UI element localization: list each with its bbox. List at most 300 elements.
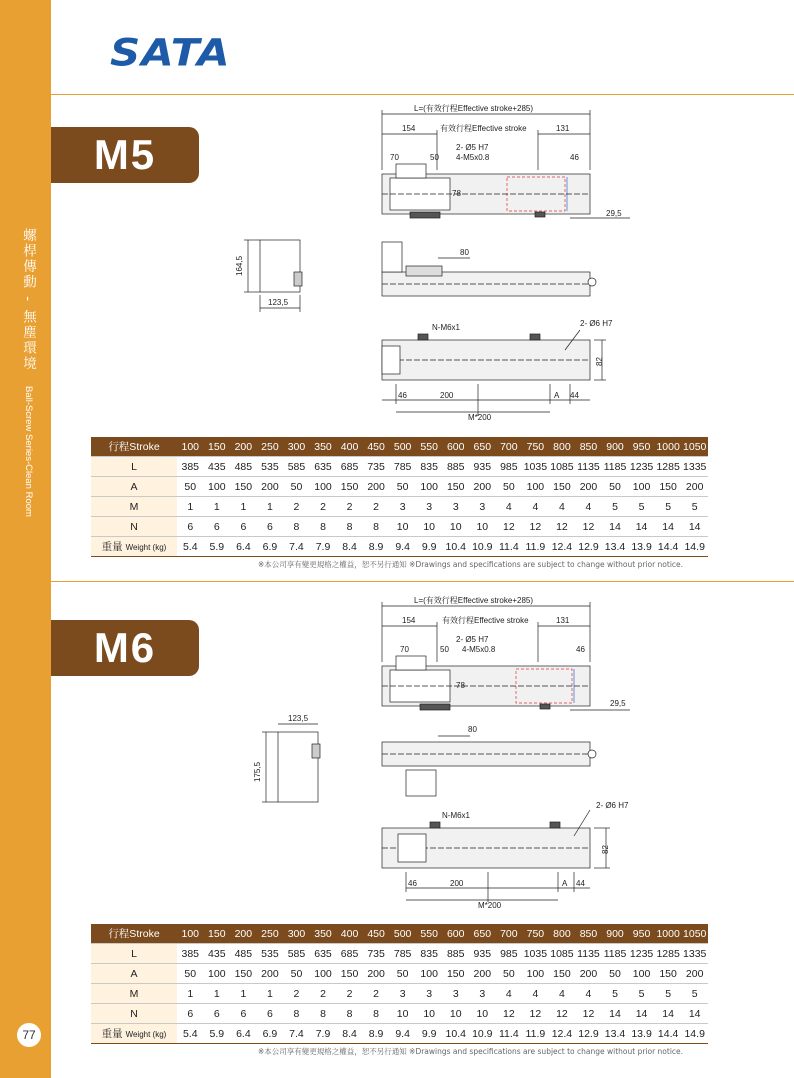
column-header: 400 xyxy=(336,437,363,457)
table-cell: 8 xyxy=(283,1004,310,1024)
m6-dim-50: 50 xyxy=(440,645,449,654)
column-header: 100 xyxy=(177,924,204,944)
m5-bottom-200: 200 xyxy=(440,391,454,400)
column-header: 800 xyxy=(549,924,576,944)
table-cell: 4 xyxy=(575,497,602,517)
column-header: 350 xyxy=(310,924,337,944)
m5-row-m xyxy=(91,497,708,517)
table-cell: 100 xyxy=(416,477,443,497)
table-cell: 14.4 xyxy=(655,1024,682,1044)
row-label: M xyxy=(91,984,177,1004)
column-header: 900 xyxy=(602,437,629,457)
column-header: 300 xyxy=(283,924,310,944)
column-header: 550 xyxy=(416,437,443,457)
table-cell: 5 xyxy=(655,984,682,1004)
table-cell: 13.4 xyxy=(602,537,629,557)
weight-label-en: Weight (kg) xyxy=(125,543,167,552)
table-cell: 8 xyxy=(363,517,390,537)
table-cell: 9.4 xyxy=(389,1024,416,1044)
table-cell: 3 xyxy=(389,497,416,517)
table-cell: 10.9 xyxy=(469,537,496,557)
table-cell: 12.9 xyxy=(575,1024,602,1044)
table-cell: 12.9 xyxy=(575,537,602,557)
table-cell: 50 xyxy=(283,477,310,497)
m5-dim-154: 154 xyxy=(402,124,416,133)
table-cell: 6 xyxy=(257,517,284,537)
m5-bottom-46: 46 xyxy=(398,391,407,400)
table-cell: 2 xyxy=(336,984,363,1004)
table-cell: 435 xyxy=(204,457,231,477)
table-cell: 10.4 xyxy=(442,1024,469,1044)
table-cell: 150 xyxy=(655,477,682,497)
m5-dim-78: 78 xyxy=(452,189,461,198)
table-cell: 11.9 xyxy=(522,537,549,557)
table-cell: 8 xyxy=(363,1004,390,1024)
table-cell: 10 xyxy=(442,517,469,537)
m6-height-label: 175,5 xyxy=(253,761,262,782)
table-cell: 1 xyxy=(177,984,204,1004)
table-cell: 100 xyxy=(204,477,231,497)
table-cell: 14 xyxy=(602,517,629,537)
table-cell: 1235 xyxy=(628,944,655,964)
column-header: 100 xyxy=(177,437,204,457)
m5-dim-70: 70 xyxy=(390,153,399,162)
table-cell: 150 xyxy=(655,964,682,984)
table-cell: 200 xyxy=(575,477,602,497)
m5-stroke-label: 行程Stroke xyxy=(91,437,177,457)
sidebar-title-english: Ball-Screw Series-Clean Room xyxy=(23,385,34,517)
table-cell: 14 xyxy=(628,517,655,537)
table-cell: 8 xyxy=(310,517,337,537)
m5-height-label: 164,5 xyxy=(235,255,244,276)
m6-row-weight xyxy=(91,1024,708,1044)
table-cell: 5.4 xyxy=(177,537,204,557)
table-cell: 200 xyxy=(363,964,390,984)
table-cell: 100 xyxy=(522,477,549,497)
table-cell: 13.9 xyxy=(628,1024,655,1044)
table-cell: 635 xyxy=(310,944,337,964)
table-cell: 5 xyxy=(681,984,708,1004)
row-label: A xyxy=(91,477,177,497)
m6-bottom-44: 44 xyxy=(576,879,585,888)
m5-row-n xyxy=(91,517,708,537)
table-cell: 6 xyxy=(204,517,231,537)
m6-width-label: 123,5 xyxy=(288,714,309,723)
weight-label-cn: 重量 xyxy=(101,1028,123,1040)
table-cell: 1085 xyxy=(549,457,576,477)
table-cell: 6 xyxy=(257,1004,284,1024)
row-label: L xyxy=(91,457,177,477)
model-label-m5: M5 xyxy=(51,127,199,183)
m6-row-a xyxy=(91,964,708,984)
table-cell: 3 xyxy=(469,497,496,517)
column-header: 150 xyxy=(204,924,231,944)
table-cell: 2 xyxy=(283,497,310,517)
table-cell: 1235 xyxy=(628,457,655,477)
table-cell: 150 xyxy=(442,964,469,984)
table-cell: 10 xyxy=(389,1004,416,1024)
table-cell: 12 xyxy=(496,517,523,537)
column-header: 250 xyxy=(257,924,284,944)
table-cell: 150 xyxy=(549,964,576,984)
table-cell: 11.4 xyxy=(496,537,523,557)
table-cell: 7.9 xyxy=(310,1024,337,1044)
m6-length-label: L=(有效行程Effective stroke+285) xyxy=(414,596,534,605)
table-cell: 1135 xyxy=(575,457,602,477)
table-cell: 2 xyxy=(336,497,363,517)
column-header: 550 xyxy=(416,924,443,944)
column-header: 500 xyxy=(389,437,416,457)
table-cell: 2 xyxy=(310,984,337,1004)
column-header: 700 xyxy=(496,437,523,457)
table-cell: 1 xyxy=(177,497,204,517)
table-cell: 735 xyxy=(363,457,390,477)
table-cell: 6 xyxy=(230,517,257,537)
table-cell: 985 xyxy=(496,944,523,964)
table-cell: 2 xyxy=(310,497,337,517)
table-cell: 1135 xyxy=(575,944,602,964)
m5-m-label: M*200 xyxy=(468,413,492,422)
table-cell: 13.9 xyxy=(628,537,655,557)
table-cell: 835 xyxy=(416,944,443,964)
column-header: 1050 xyxy=(681,437,708,457)
table-cell: 12 xyxy=(522,1004,549,1024)
m6-dim-82: 82 xyxy=(601,845,610,854)
table-cell: 2 xyxy=(363,984,390,1004)
table-cell: 1035 xyxy=(522,457,549,477)
m6-hole2-label: 2- Ø6 H7 xyxy=(596,801,629,810)
table-cell: 200 xyxy=(681,964,708,984)
column-header: 200 xyxy=(230,437,257,457)
table-cell: 12.4 xyxy=(549,1024,576,1044)
table-cell: 5.4 xyxy=(177,1024,204,1044)
m5-dim-29-5: 29,5 xyxy=(606,209,622,218)
table-cell: 8 xyxy=(336,1004,363,1024)
m6-note: ※本公司享有變更規格之權益，恕不另行通知 ※Drawings and specifications are subject to change without prior notice. xyxy=(258,1047,684,1056)
row-label: A xyxy=(91,964,177,984)
m5-hole2-label: 2- Ø6 H7 xyxy=(580,319,613,328)
table-cell: 1 xyxy=(230,497,257,517)
table-cell: 1335 xyxy=(681,457,708,477)
table-cell: 935 xyxy=(469,944,496,964)
column-header: 450 xyxy=(363,924,390,944)
column-header: 600 xyxy=(442,437,469,457)
table-cell: 785 xyxy=(389,944,416,964)
table-cell: 4 xyxy=(575,984,602,1004)
table-cell: 4 xyxy=(522,984,549,1004)
table-cell: 1 xyxy=(257,497,284,517)
m6-thread-label: 4-M5x0.8 xyxy=(462,645,496,654)
m6-dim-80: 80 xyxy=(468,725,477,734)
table-cell: 635 xyxy=(310,457,337,477)
m5-dim-50: 50 xyxy=(430,153,439,162)
table-cell: 13.4 xyxy=(602,1024,629,1044)
table-cell: 50 xyxy=(389,477,416,497)
table-cell: 3 xyxy=(416,984,443,1004)
m5-n-label: N-M6x1 xyxy=(432,323,461,332)
table-cell: 100 xyxy=(416,964,443,984)
table-cell: 10.4 xyxy=(442,537,469,557)
m6-row-l xyxy=(91,944,708,964)
table-cell: 1285 xyxy=(655,457,682,477)
table-cell: 150 xyxy=(336,477,363,497)
column-header: 300 xyxy=(283,437,310,457)
table-cell: 200 xyxy=(257,477,284,497)
table-cell: 50 xyxy=(496,477,523,497)
table-cell: 7.4 xyxy=(283,1024,310,1044)
m5-bottom-a: A xyxy=(554,391,560,400)
table-cell: 1 xyxy=(204,984,231,1004)
table-cell: 5 xyxy=(602,984,629,1004)
table-cell: 10.9 xyxy=(469,1024,496,1044)
table-cell: 100 xyxy=(310,477,337,497)
table-cell: 4 xyxy=(522,497,549,517)
row-label: L xyxy=(91,944,177,964)
model-label-m6: M6 xyxy=(51,620,199,676)
table-cell: 10 xyxy=(469,1004,496,1024)
column-header: 750 xyxy=(522,924,549,944)
table-cell: 9.9 xyxy=(416,537,443,557)
table-cell: 485 xyxy=(230,944,257,964)
column-header: 950 xyxy=(628,924,655,944)
table-cell: 10 xyxy=(469,517,496,537)
column-header: 1000 xyxy=(655,437,682,457)
table-cell: 50 xyxy=(177,964,204,984)
column-header: 1000 xyxy=(655,924,682,944)
table-cell: 835 xyxy=(416,457,443,477)
table-cell: 1335 xyxy=(681,944,708,964)
m6-dim-29-5: 29,5 xyxy=(610,699,626,708)
m6-spec-table xyxy=(91,924,708,1044)
table-cell: 6.4 xyxy=(230,1024,257,1044)
m6-hole-label: 2- Ø5 H7 xyxy=(456,635,489,644)
column-header: 800 xyxy=(549,437,576,457)
table-cell: 3 xyxy=(389,984,416,1004)
table-cell: 12 xyxy=(575,1004,602,1024)
table-cell: 14.9 xyxy=(681,537,708,557)
table-cell: 5.9 xyxy=(204,537,231,557)
m5-dim-82: 82 xyxy=(595,357,604,366)
table-cell: 12.4 xyxy=(549,537,576,557)
m6-dim-131: 131 xyxy=(556,616,570,625)
table-cell: 1085 xyxy=(549,944,576,964)
table-cell: 200 xyxy=(469,477,496,497)
table-cell: 10 xyxy=(416,1004,443,1024)
table-cell: 8.4 xyxy=(336,537,363,557)
table-cell: 3 xyxy=(416,497,443,517)
column-header: 750 xyxy=(522,437,549,457)
table-cell: 1 xyxy=(230,984,257,1004)
m6-row-n xyxy=(91,1004,708,1024)
table-cell: 14 xyxy=(655,517,682,537)
m6-dim-78: 78 xyxy=(456,681,465,690)
table-cell: 50 xyxy=(602,477,629,497)
table-cell: 50 xyxy=(389,964,416,984)
table-cell: 50 xyxy=(496,964,523,984)
table-cell: 1285 xyxy=(655,944,682,964)
table-cell: 6.9 xyxy=(257,537,284,557)
table-cell: 5 xyxy=(628,984,655,1004)
table-cell: 1185 xyxy=(602,944,629,964)
m6-m-label: M*200 xyxy=(478,901,502,910)
column-header: 700 xyxy=(496,924,523,944)
weight-label xyxy=(91,537,177,557)
table-cell: 14 xyxy=(655,1004,682,1024)
table-cell: 2 xyxy=(283,984,310,1004)
m5-stroke-label: 有效行程Effective stroke xyxy=(440,124,527,133)
column-header: 350 xyxy=(310,437,337,457)
table-cell: 14.9 xyxy=(681,1024,708,1044)
m5-technical-drawing xyxy=(230,100,630,430)
sidebar-title-chinese: 螺桿傳動 - 無塵環境 xyxy=(20,228,36,372)
column-header: 250 xyxy=(257,437,284,457)
table-cell: 150 xyxy=(549,477,576,497)
table-cell: 100 xyxy=(522,964,549,984)
page-number: 77 xyxy=(17,1023,41,1047)
sidebar-title xyxy=(18,228,38,517)
table-cell: 385 xyxy=(177,944,204,964)
m5-thread-label: 4-M5x0.8 xyxy=(456,153,490,162)
row-label: N xyxy=(91,517,177,537)
table-cell: 100 xyxy=(310,964,337,984)
table-cell: 150 xyxy=(336,964,363,984)
table-cell: 3 xyxy=(442,984,469,1004)
table-cell: 1 xyxy=(204,497,231,517)
table-cell: 385 xyxy=(177,457,204,477)
table-cell: 8.9 xyxy=(363,537,390,557)
sata-logo: SATA xyxy=(110,30,231,75)
table-cell: 3 xyxy=(469,984,496,1004)
table-cell: 7.9 xyxy=(310,537,337,557)
section-divider xyxy=(51,581,794,582)
table-cell: 12 xyxy=(522,517,549,537)
table-cell: 8 xyxy=(283,517,310,537)
weight-label-en: Weight (kg) xyxy=(125,1030,167,1039)
table-cell: 5 xyxy=(628,497,655,517)
table-cell: 885 xyxy=(442,944,469,964)
m5-length-label: L=(有效行程Effective stroke+285) xyxy=(414,104,534,113)
table-cell: 785 xyxy=(389,457,416,477)
table-cell: 6 xyxy=(177,517,204,537)
table-cell: 10 xyxy=(442,1004,469,1024)
table-cell: 8 xyxy=(310,1004,337,1024)
m6-stroke-label: 有效行程Effective stroke xyxy=(442,616,529,625)
column-header: 600 xyxy=(442,924,469,944)
table-cell: 735 xyxy=(363,944,390,964)
table-cell: 6 xyxy=(204,1004,231,1024)
table-cell: 150 xyxy=(230,477,257,497)
table-cell: 585 xyxy=(283,457,310,477)
table-cell: 50 xyxy=(283,964,310,984)
table-cell: 2 xyxy=(363,497,390,517)
column-header: 850 xyxy=(575,437,602,457)
table-cell: 150 xyxy=(442,477,469,497)
table-cell: 10 xyxy=(389,517,416,537)
table-cell: 6 xyxy=(230,1004,257,1024)
table-cell: 935 xyxy=(469,457,496,477)
table-cell: 150 xyxy=(230,964,257,984)
table-cell: 9.4 xyxy=(389,537,416,557)
top-divider xyxy=(51,94,794,95)
m6-dim-70: 70 xyxy=(400,645,409,654)
m5-dim-46: 46 xyxy=(570,153,579,162)
table-cell: 485 xyxy=(230,457,257,477)
column-header: 850 xyxy=(575,924,602,944)
table-cell: 985 xyxy=(496,457,523,477)
table-cell: 14 xyxy=(681,517,708,537)
table-cell: 4 xyxy=(496,984,523,1004)
m5-width-label: 123,5 xyxy=(268,298,289,307)
table-cell: 200 xyxy=(575,964,602,984)
m5-row-l xyxy=(91,457,708,477)
table-cell: 6.9 xyxy=(257,1024,284,1044)
table-cell: 9.9 xyxy=(416,1024,443,1044)
column-header: 200 xyxy=(230,924,257,944)
table-cell: 14 xyxy=(681,1004,708,1024)
table-cell: 100 xyxy=(628,477,655,497)
table-cell: 435 xyxy=(204,944,231,964)
table-cell: 1035 xyxy=(522,944,549,964)
table-cell: 50 xyxy=(602,964,629,984)
m6-dim-46: 46 xyxy=(576,645,585,654)
table-cell: 535 xyxy=(257,944,284,964)
table-cell: 10 xyxy=(416,517,443,537)
m6-bottom-46: 46 xyxy=(408,879,417,888)
column-header: 1050 xyxy=(681,924,708,944)
column-header: 900 xyxy=(602,924,629,944)
table-cell: 50 xyxy=(177,477,204,497)
column-header: 450 xyxy=(363,437,390,457)
table-cell: 12 xyxy=(575,517,602,537)
column-header: 400 xyxy=(336,924,363,944)
table-cell: 8.9 xyxy=(363,1024,390,1044)
sidebar xyxy=(0,0,51,1078)
table-cell: 6 xyxy=(177,1004,204,1024)
table-cell: 1 xyxy=(257,984,284,1004)
m6-stroke-label: 行程Stroke xyxy=(91,924,177,944)
m5-note: ※本公司享有變更規格之權益，恕不另行通知 ※Drawings and specifications are subject to change without prior notice. xyxy=(258,560,684,569)
table-cell: 5 xyxy=(681,497,708,517)
weight-label xyxy=(91,1024,177,1044)
m6-n-label: N-M6x1 xyxy=(442,811,471,820)
table-cell: 885 xyxy=(442,457,469,477)
table-cell: 3 xyxy=(442,497,469,517)
table-cell: 585 xyxy=(283,944,310,964)
m6-bottom-200: 200 xyxy=(450,879,464,888)
table-cell: 200 xyxy=(681,477,708,497)
table-cell: 4 xyxy=(496,497,523,517)
m5-row-a xyxy=(91,477,708,497)
table-cell: 685 xyxy=(336,944,363,964)
table-cell: 12 xyxy=(496,1004,523,1024)
table-cell: 11.4 xyxy=(496,1024,523,1044)
m5-bottom-44: 44 xyxy=(570,391,579,400)
column-header: 150 xyxy=(204,437,231,457)
table-cell: 1185 xyxy=(602,457,629,477)
table-cell: 4 xyxy=(549,497,576,517)
table-cell: 100 xyxy=(628,964,655,984)
table-cell: 14 xyxy=(602,1004,629,1024)
table-cell: 200 xyxy=(363,477,390,497)
table-cell: 12 xyxy=(549,517,576,537)
m6-technical-drawing xyxy=(230,592,630,922)
table-cell: 7.4 xyxy=(283,537,310,557)
m5-spec-table xyxy=(91,437,708,557)
m5-dim-80: 80 xyxy=(460,248,469,257)
table-cell: 535 xyxy=(257,457,284,477)
m5-stroke-row xyxy=(91,437,708,457)
table-cell: 8 xyxy=(336,517,363,537)
